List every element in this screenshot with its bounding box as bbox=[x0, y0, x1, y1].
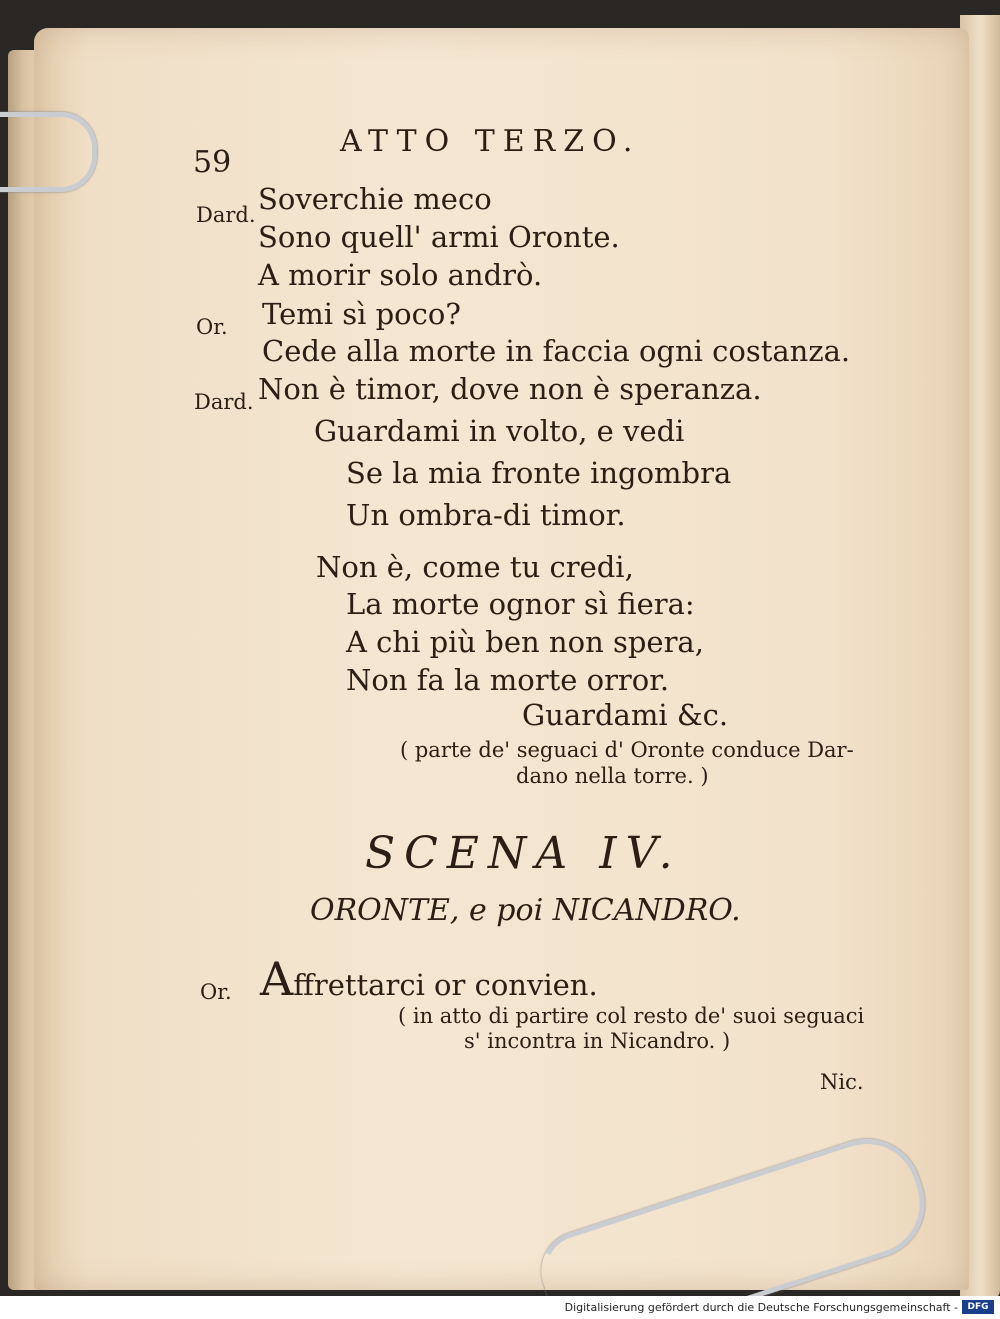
aria-line: La morte ognor sì fiera: bbox=[346, 587, 695, 621]
stage-direction: ( in atto di partire col resto de' suoi seguaci bbox=[398, 1004, 865, 1028]
dfg-logo: DFG bbox=[962, 1300, 994, 1314]
verse-line: Sono quell' armi Oronte. bbox=[258, 220, 620, 254]
aria-line: Guardami in volto, e vedi bbox=[314, 414, 685, 448]
scene-characters: ORONTE, e poi NICANDRO. bbox=[310, 893, 741, 928]
drop-cap: A bbox=[260, 952, 294, 1006]
stage-direction: ( parte de' seguaci d' Oronte conduce Dar- bbox=[400, 738, 854, 762]
speaker-label: Or. bbox=[196, 315, 228, 339]
page-number: 59 bbox=[193, 145, 232, 180]
verse-text: ffrettarci or convien. bbox=[293, 968, 598, 1002]
verse-line: Cede alla morte in faccia ogni costanza. bbox=[262, 334, 851, 368]
verse-line: Non è timor, dove non è speranza. bbox=[258, 372, 762, 406]
footer-bar bbox=[0, 1296, 1000, 1319]
stage-direction: s' incontra in Nicandro. ) bbox=[464, 1029, 731, 1053]
aria-line: Un ombra-di timor. bbox=[346, 498, 626, 532]
verse-line: A morir solo andrò. bbox=[258, 258, 543, 292]
digitization-credit: Digitalisierung gefördert durch die Deutsche Forschungsgemeinschaft - bbox=[564, 1301, 958, 1314]
aria-line: Non è, come tu credi, bbox=[316, 550, 634, 584]
aria-line: A chi più ben non spera, bbox=[346, 625, 704, 659]
book-page bbox=[34, 28, 969, 1290]
speaker-label: Dard. bbox=[194, 390, 254, 414]
scene-title: SCENA IV. bbox=[365, 828, 682, 879]
running-head: ATTO TERZO. bbox=[340, 124, 641, 159]
da-capo: Guardami &c. bbox=[522, 698, 729, 732]
verse-line: Soverchie meco bbox=[258, 182, 492, 216]
aria-line: Se la mia fronte ingombra bbox=[346, 456, 732, 490]
catchword: Nic. bbox=[820, 1070, 864, 1094]
verse-line bbox=[260, 952, 598, 1006]
paper-clip-top bbox=[0, 112, 97, 192]
aria-line: Non fa la morte orror. bbox=[346, 663, 670, 697]
stage-direction: dano nella torre. ) bbox=[516, 764, 709, 788]
speaker-label: Or. bbox=[200, 980, 232, 1004]
verse-line: Temi sì poco? bbox=[262, 297, 461, 331]
speaker-label: Dard. bbox=[196, 203, 256, 227]
